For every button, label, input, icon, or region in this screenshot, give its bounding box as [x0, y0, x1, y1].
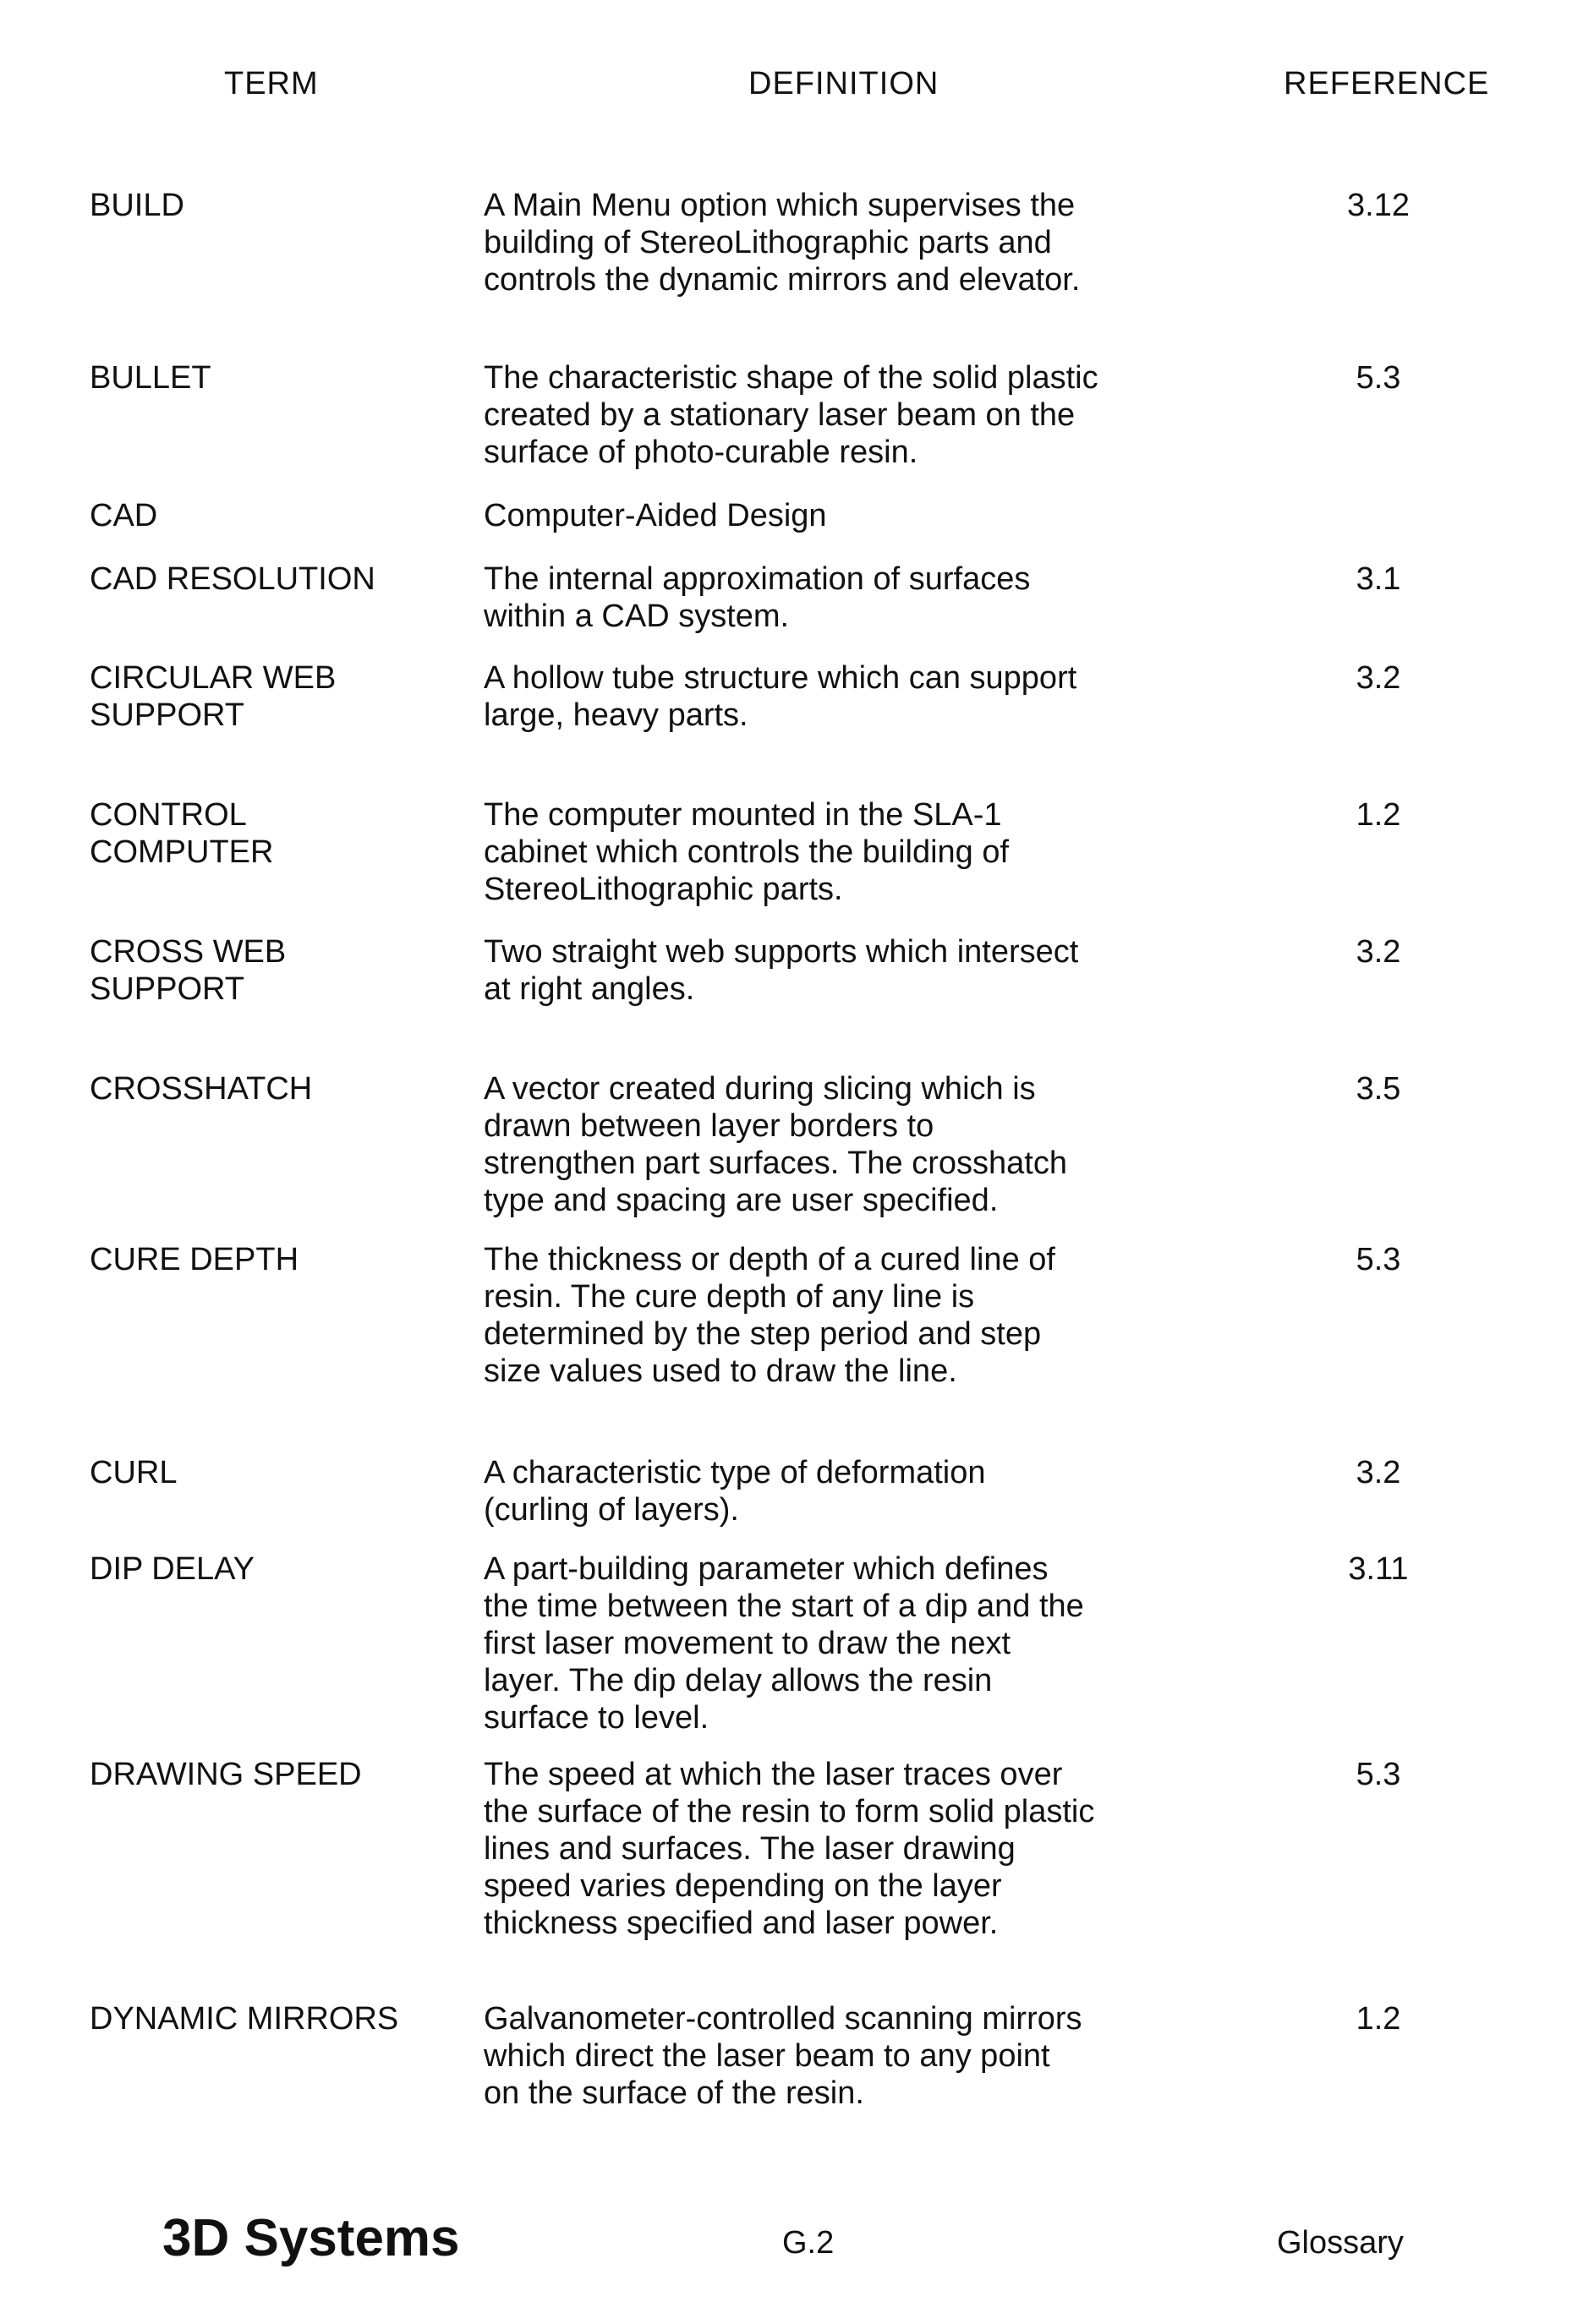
glossary-definition-line: Two straight web supports which intersect — [484, 933, 1245, 971]
glossary-term-line: CROSS WEB — [90, 933, 445, 971]
glossary-definition-line: which direct the laser beam to any point — [484, 2037, 1245, 2075]
glossary-reference: 1.2 — [1319, 2000, 1438, 2037]
glossary-term-line: CONTROL — [90, 796, 445, 834]
glossary-definition-line: A characteristic type of deformation — [484, 1454, 1245, 1491]
glossary-definition-line: The computer mounted in the SLA-1 — [484, 796, 1245, 834]
glossary-reference: 5.3 — [1319, 1241, 1438, 1278]
header-definition: DEFINITION — [748, 66, 939, 102]
glossary-definition — [484, 497, 1245, 534]
glossary-definition-line: Galvanometer-controlled scanning mirrors — [484, 2000, 1245, 2037]
glossary-definition-line: The internal approximation of surfaces — [484, 560, 1245, 598]
glossary-definition-line: speed varies depending on the layer — [484, 1867, 1245, 1905]
glossary-definition-line: surface of photo-curable resin. — [484, 434, 1245, 471]
glossary-definition-line: StereoLithographic parts. — [484, 871, 1245, 908]
glossary-definition — [484, 1241, 1245, 1390]
glossary-reference: 3.2 — [1319, 933, 1438, 971]
glossary-term — [90, 1756, 445, 1793]
footer-section: Glossary — [1277, 2225, 1404, 2261]
glossary-definition — [484, 659, 1245, 734]
glossary-definition-line: surface to level. — [484, 1699, 1245, 1736]
glossary-definition — [484, 2000, 1245, 2112]
glossary-term-line: SUPPORT — [90, 697, 445, 734]
glossary-definition — [484, 187, 1245, 298]
glossary-reference: 5.3 — [1319, 359, 1438, 396]
glossary-definition-line: A part-building parameter which defines — [484, 1550, 1245, 1588]
glossary-definition — [484, 933, 1245, 1008]
glossary-term-line: CURL — [90, 1454, 445, 1491]
glossary-term-line: CIRCULAR WEB — [90, 659, 445, 697]
glossary-term — [90, 359, 445, 396]
glossary-term-line: CAD — [90, 497, 445, 534]
glossary-definition-line: cabinet which controls the building of — [484, 834, 1245, 871]
glossary-term-line: DIP DELAY — [90, 1550, 445, 1588]
footer-brand-logo: 3D Systems — [162, 2208, 460, 2268]
glossary-definition-line: (curling of layers). — [484, 1491, 1245, 1528]
glossary-reference: 3.12 — [1319, 187, 1438, 224]
glossary-definition-line: building of StereoLithographic parts and — [484, 224, 1245, 261]
glossary-definition-line: at right angles. — [484, 971, 1245, 1008]
glossary-definition-line: Computer-Aided Design — [484, 497, 1245, 534]
glossary-reference: 3.11 — [1319, 1550, 1438, 1588]
glossary-definition-line: on the surface of the resin. — [484, 2075, 1245, 2112]
glossary-definition — [484, 1756, 1245, 1942]
glossary-definition — [484, 560, 1245, 635]
glossary-definition-line: lines and surfaces. The laser drawing — [484, 1830, 1245, 1867]
glossary-term-line: SUPPORT — [90, 971, 445, 1008]
glossary-definition-line: strengthen part surfaces. The crosshatch — [484, 1145, 1245, 1182]
glossary-definition-line: A hollow tube structure which can support — [484, 659, 1245, 697]
glossary-definition-line: A vector created during slicing which is — [484, 1070, 1245, 1107]
glossary-definition-line: The speed at which the laser traces over — [484, 1756, 1245, 1793]
glossary-term — [90, 497, 445, 534]
glossary-definition-line: the surface of the resin to form solid plastic — [484, 1793, 1245, 1830]
glossary-definition-line: The characteristic shape of the solid plastic — [484, 359, 1245, 396]
glossary-term-line: CAD RESOLUTION — [90, 560, 445, 598]
glossary-definition-line: drawn between layer borders to — [484, 1107, 1245, 1145]
glossary-term-line: BULLET — [90, 359, 445, 396]
glossary-definition-line: thickness specified and laser power. — [484, 1905, 1245, 1942]
glossary-term — [90, 1454, 445, 1491]
glossary-term — [90, 1070, 445, 1107]
glossary-term — [90, 1241, 445, 1278]
glossary-definition — [484, 1454, 1245, 1528]
glossary-reference: 3.2 — [1319, 1454, 1438, 1491]
glossary-term — [90, 796, 445, 871]
glossary-reference: 1.2 — [1319, 796, 1438, 834]
glossary-definition-line: A Main Menu option which supervises the — [484, 187, 1245, 224]
glossary-term-line: COMPUTER — [90, 834, 445, 871]
glossary-reference: 3.1 — [1319, 560, 1438, 598]
glossary-definition-line: large, heavy parts. — [484, 697, 1245, 734]
glossary-definition-line: the time between the start of a dip and the — [484, 1588, 1245, 1625]
glossary-reference: 3.5 — [1319, 1070, 1438, 1107]
header-term: TERM — [224, 66, 319, 102]
glossary-definition — [484, 1550, 1245, 1736]
glossary-term-line: CROSSHATCH — [90, 1070, 445, 1107]
glossary-definition-line: controls the dynamic mirrors and elevator. — [484, 261, 1245, 298]
glossary-term — [90, 2000, 445, 2037]
glossary-term — [90, 187, 445, 224]
glossary-definition-line: resin. The cure depth of any line is — [484, 1278, 1245, 1315]
glossary-definition — [484, 359, 1245, 471]
glossary-definition-line: within a CAD system. — [484, 598, 1245, 635]
glossary-term-line: BUILD — [90, 187, 445, 224]
glossary-reference: 3.2 — [1319, 659, 1438, 697]
header-reference: REFERENCE — [1284, 66, 1489, 102]
glossary-definition-line: size values used to draw the line. — [484, 1353, 1245, 1390]
glossary-term-line: DRAWING SPEED — [90, 1756, 445, 1793]
glossary-definition-line: layer. The dip delay allows the resin — [484, 1662, 1245, 1699]
glossary-term — [90, 659, 445, 734]
glossary-term — [90, 933, 445, 1008]
glossary-term — [90, 1550, 445, 1588]
glossary-definition-line: The thickness or depth of a cured line of — [484, 1241, 1245, 1278]
glossary-term — [90, 560, 445, 598]
glossary-definition-line: first laser movement to draw the next — [484, 1625, 1245, 1662]
glossary-definition — [484, 1070, 1245, 1219]
glossary-definition-line: determined by the step period and step — [484, 1315, 1245, 1353]
glossary-definition-line: type and spacing are user specified. — [484, 1182, 1245, 1219]
glossary-definition-line: created by a stationary laser beam on the — [484, 396, 1245, 434]
glossary-term-line: DYNAMIC MIRRORS — [90, 2000, 445, 2037]
glossary-reference: 5.3 — [1319, 1756, 1438, 1793]
glossary-term-line: CURE DEPTH — [90, 1241, 445, 1278]
glossary-definition — [484, 796, 1245, 908]
footer-page-number: G.2 — [782, 2225, 834, 2261]
